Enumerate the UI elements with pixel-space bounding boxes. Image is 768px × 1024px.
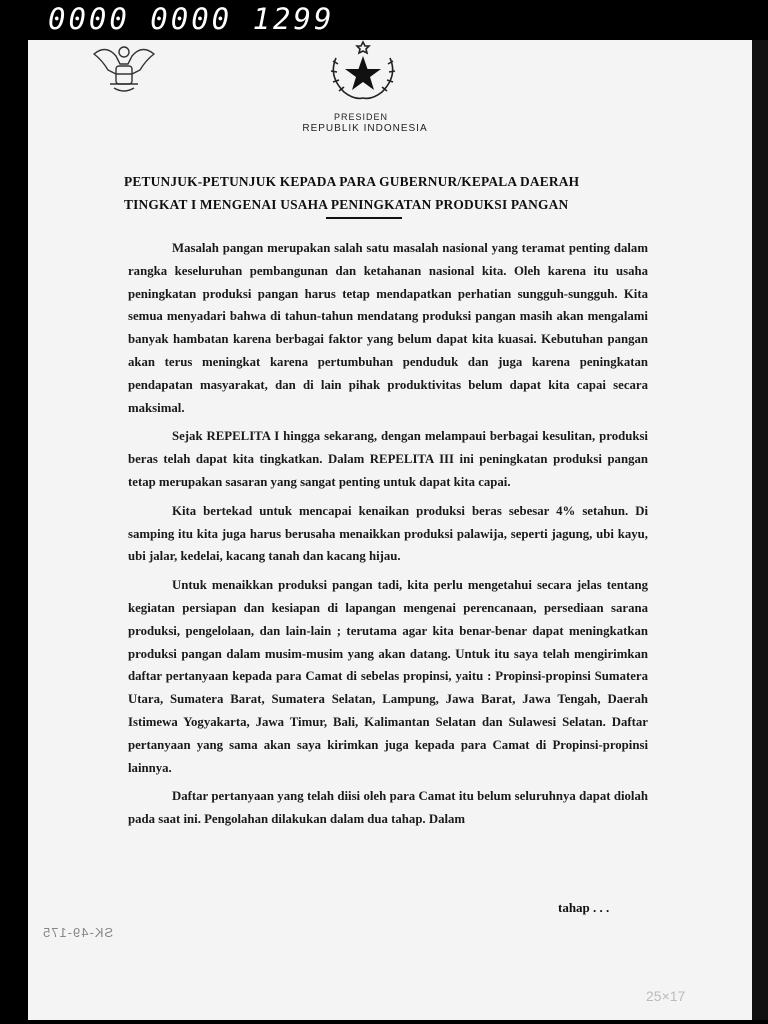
body-paragraph: Kita bertekad untuk mencapai kenaikan produksi beras sebesar 4% setahun. Di samping itu kita juga harus berusaha menaikkan produksi palawija, seperti jagung, ubi kayu, ubi jalar, kedelai, kacang tanah dan kacang hijau. [128, 503, 648, 564]
office-title: PRESIDEN [333, 112, 388, 122]
document-title [124, 170, 624, 216]
title-underline [326, 217, 402, 219]
body-paragraph: Daftar pertanyaan yang telah diisi oleh para Camat itu belum seluruhnya dapat diolah pada saat ini. Pengolahan dilakukan dalam dua tahap. Dalam [128, 789, 648, 827]
document-body [128, 237, 648, 837]
document-page [28, 40, 768, 1020]
body-paragraph: Masalah pangan merupakan salah satu masalah nasional yang teramat penting dalam rangka keseluruhan pembangunan dan ketahanan nasional kita. Oleh karena itu usaha peningkatan produksi pangan harus tetap mendapatkan perhatian sungguh-sungguh. Kita semua menyadari bahwa di tahun-tahun mendatang produksi pangan masih akan mengalami banyak hambatan karena berbagai faktor yang belum dapat kita kuasai. Kebutuhan pangan akan terus meningkat karena pertumbuhan penduduk dan juga karena peningkatan pendapatan masyarakat, dan di lain pihak produktivitas belum dapat kita capai secara maksimal. [128, 241, 648, 415]
film-frame-number: 0000 0000 1299 [48, 2, 335, 36]
archive-stamp: SK-49-175 [42, 925, 114, 940]
body-paragraph: Sejak REPELITA I hingga sekarang, dengan melampaui berbagai kesulitan, produksi beras telah dapat kita tingkatkan. Dalam REPELITA III ini peningkatan produksi pangan tetap merupakan sasaran yang sangat penting untuk dapat kita capai. [128, 429, 648, 489]
presidential-star-emblem-icon [318, 40, 408, 102]
page-continuation: tahap . . . [558, 900, 610, 915]
office-subtitle: REPUBLIK INDONESIA [302, 123, 428, 134]
title-line-1: PETUNJUK-PETUNJUK KEPADA PARA GUBERNUR/KEPALA DAERAH [124, 174, 580, 189]
frame-mark: 25×17 [646, 988, 686, 1004]
body-paragraph: Untuk menaikkan produksi pangan tadi, kita perlu mengetahui secara jelas tentang kegiatan persiapan dan kesiapan di lapangan mengenai perencanaan, persediaan sarana produksi, pengelolaan, dan lain-lain ; terutama agar kita benar-benar dapat meningkatkan produksi pangan dalam musim-musim yang akan datang. Untuk itu saya telah mengirimkan daftar pertanyaan kepada para Camat di sebelas propinsi, yaitu : Propinsi-propinsi Sumatera Utara, Sumatera Barat, Sumatera Selatan, Lampung, Jawa Barat, Jawa Tengah, Daerah Istimewa Yogyakarta, Jawa Timur, Bali, Kalimantan Selatan dan Sulawesi Selatan. Daftar pertanyaan yang sama akan saya kirimkan juga kepada para Camat di Propinsi-propinsi lainnya. [128, 578, 648, 775]
title-line-2: TINGKAT I MENGENAI USAHA PENINGKATAN PRODUKSI PANGAN [124, 197, 569, 212]
garuda-emblem-icon [86, 40, 162, 96]
